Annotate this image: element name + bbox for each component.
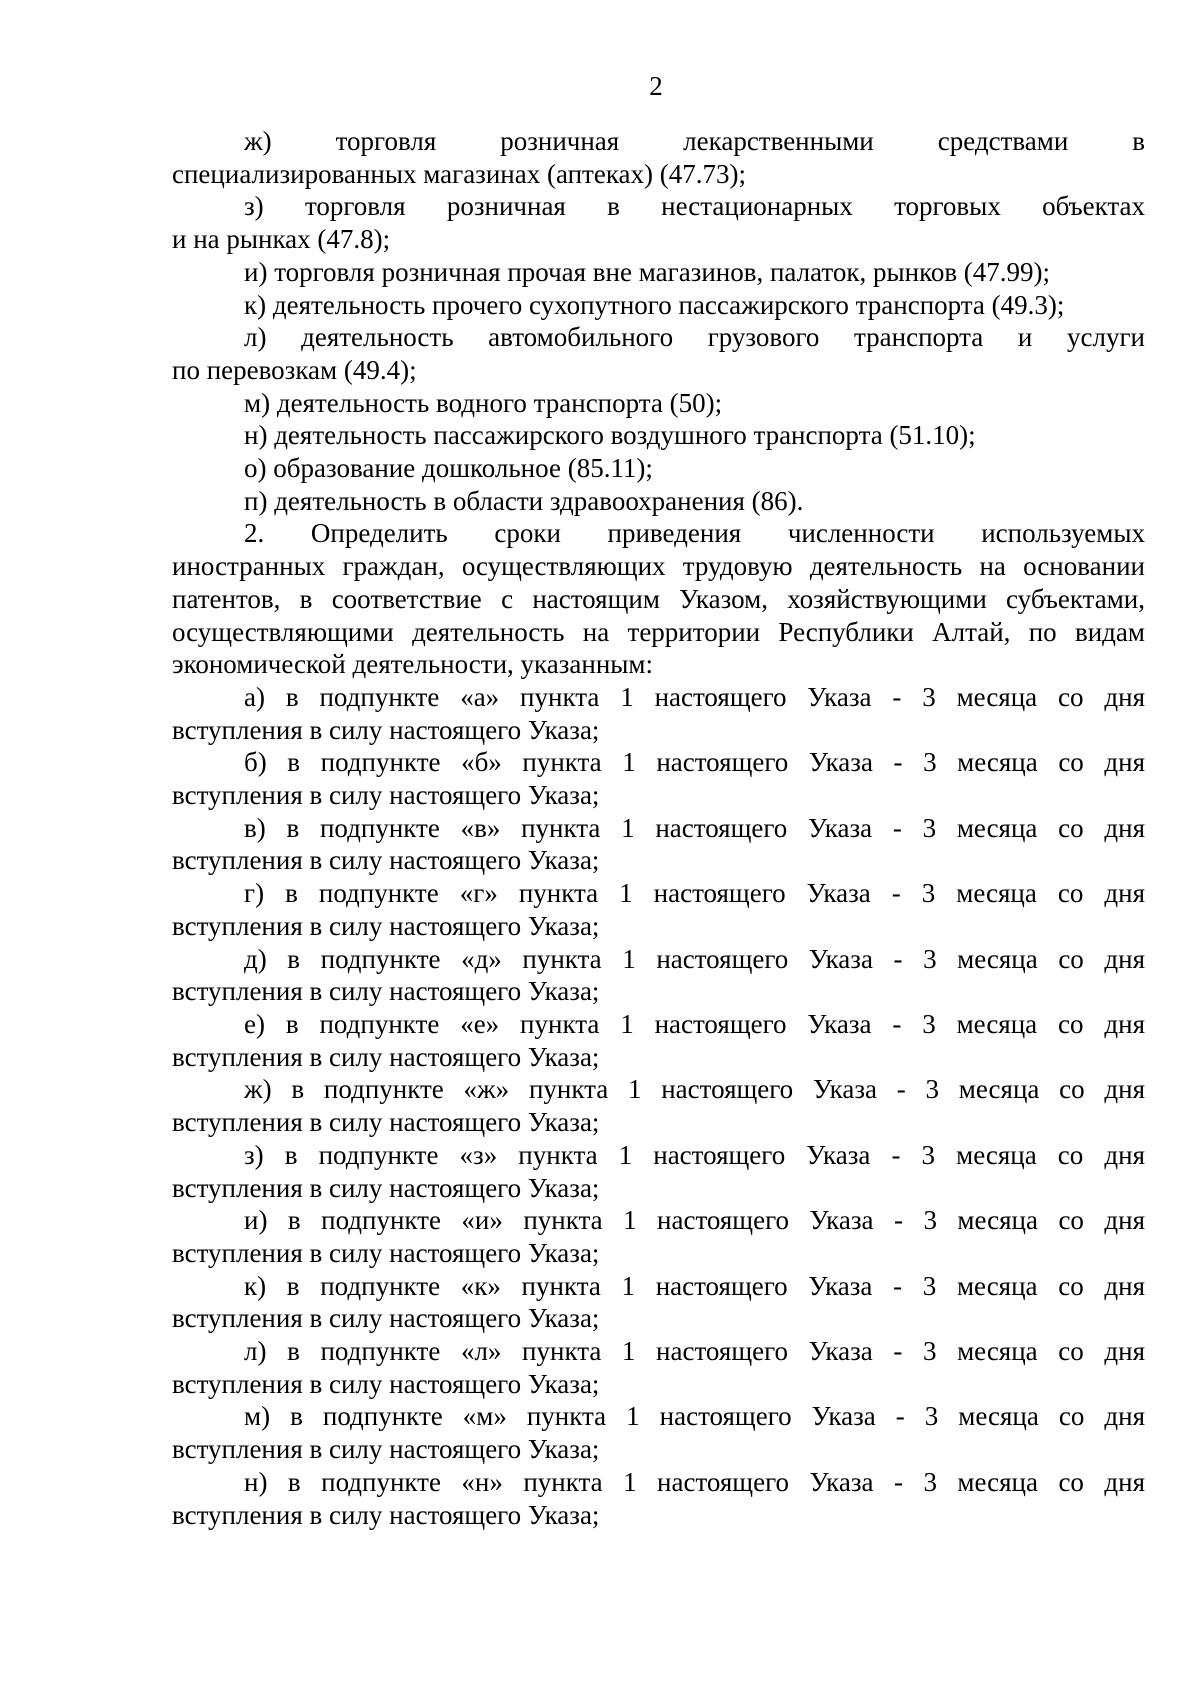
paragraph-line: ж) торговля розничная лекарственными средствами в <box>244 126 1145 156</box>
paragraph-line: л) деятельность автомобильного грузового транспорта и услуги <box>244 322 1145 353</box>
paragraph <box>172 943 1145 1008</box>
paragraph <box>172 321 1145 386</box>
paragraph-line: б) в подпункте «б» пункта 1 настоящего Указа - 3 месяца со дня <box>244 747 1145 778</box>
paragraph <box>172 452 1145 485</box>
paragraph-line: и) торговля розничная прочая вне магазинов, палаток, рынков (47.99); <box>244 256 1051 287</box>
paragraph-line: по перевозкам (49.4); <box>172 354 417 385</box>
page-number: 2 <box>649 71 663 101</box>
paragraph-line: иностранных граждан, осуществляющих трудовую деятельность на основании <box>172 551 1145 582</box>
paragraph-line: патентов, в соответствие с настоящим Указом, хозяйствующими субъектами, <box>172 583 1145 614</box>
paragraph-line: вступления в силу настоящего Указа; <box>172 1303 600 1334</box>
paragraph <box>172 190 1145 255</box>
paragraph <box>172 1335 1145 1400</box>
paragraph-line: вступления в силу настоящего Указа; <box>172 845 600 876</box>
paragraph-line: ж) в подпункте «ж» пункта 1 настоящего Указа - 3 месяца со дня <box>244 1074 1145 1105</box>
paragraph <box>172 517 1145 681</box>
paragraph <box>172 1466 1145 1531</box>
paragraph-line: м) в подпункте «м» пункта 1 настоящего Указа - 3 месяца со дня <box>244 1401 1145 1432</box>
paragraph-line: вступления в силу настоящего Указа; <box>172 910 600 941</box>
paragraph-line: вступления в силу настоящего Указа; <box>172 1107 600 1138</box>
paragraph <box>172 1400 1145 1465</box>
paragraph-line: экономической деятельности, указанным: <box>172 649 654 680</box>
paragraph <box>172 746 1145 811</box>
paragraph-line: вступления в силу настоящего Указа; <box>172 780 600 811</box>
paragraph <box>172 256 1145 289</box>
paragraph <box>172 289 1145 322</box>
paragraph-line: вступления в силу настоящего Указа; <box>172 1041 600 1072</box>
paragraph <box>172 681 1145 746</box>
paragraph <box>172 125 1145 190</box>
paragraph <box>172 485 1145 518</box>
paragraph <box>172 1204 1145 1269</box>
paragraph <box>172 812 1145 877</box>
paragraph-line: в) в подпункте «в» пункта 1 настоящего Указа - 3 месяца со дня <box>244 812 1145 843</box>
paragraph <box>172 1008 1145 1073</box>
paragraph-line: п) деятельность в области здравоохранения (86). <box>244 485 804 516</box>
paragraph-line: вступления в силу настоящего Указа; <box>172 976 600 1007</box>
paragraph-line: н) деятельность пассажирского воздушного транспорта (51.10); <box>244 420 976 451</box>
paragraph-line: вступления в силу настоящего Указа; <box>172 1434 600 1465</box>
paragraph <box>172 387 1145 420</box>
paragraph-line: е) в подпункте «е» пункта 1 настоящего Указа - 3 месяца со дня <box>244 1008 1145 1039</box>
paragraph-line: м) деятельность водного транспорта (50); <box>244 387 723 418</box>
paragraph <box>172 1139 1145 1204</box>
paragraph-line: к) в подпункте «к» пункта 1 настоящего Указа - 3 месяца со дня <box>244 1270 1145 1301</box>
paragraph-line: вступления в силу настоящего Указа; <box>172 1368 600 1399</box>
paragraph <box>172 1073 1145 1138</box>
paragraph-line: и) в подпункте «и» пункта 1 настоящего Указа - 3 месяца со дня <box>244 1205 1145 1236</box>
paragraph-line: вступления в силу настоящего Указа; <box>172 1237 600 1268</box>
paragraph-line: з) в подпункте «з» пункта 1 настоящего Указа - 3 месяца со дня <box>244 1139 1145 1170</box>
paragraph-line: к) деятельность прочего сухопутного пассажирского транспорта (49.3); <box>244 289 1065 320</box>
paragraph-line: вступления в силу настоящего Указа; <box>172 1172 600 1203</box>
paragraph-line: специализированных магазинах (аптеках) (47.73); <box>172 158 747 189</box>
paragraph-line: д) в подпункте «д» пункта 1 настоящего Указа - 3 месяца со дня <box>244 943 1145 974</box>
paragraph-line: 2. Определить сроки приведения численности используемых <box>244 518 1145 549</box>
paragraph-line: з) торговля розничная в нестационарных торговых объектах <box>244 191 1145 222</box>
paragraph-line: л) в подпункте «л» пункта 1 настоящего Указа - 3 месяца со дня <box>244 1336 1145 1367</box>
paragraph-line: осуществляющими деятельность на территории Республики Алтай, по видам <box>172 616 1145 647</box>
paragraph-line: н) в подпункте «н» пункта 1 настоящего Указа - 3 месяца со дня <box>244 1466 1145 1497</box>
paragraph <box>172 877 1145 942</box>
paragraph-line: а) в подпункте «а» пункта 1 настоящего Указа - 3 месяца со дня <box>244 681 1145 712</box>
paragraph-line: и на рынках (47.8); <box>172 224 391 255</box>
paragraph-line: вступления в силу настоящего Указа; <box>172 1499 600 1530</box>
paragraph <box>172 419 1145 452</box>
paragraph <box>172 1270 1145 1335</box>
document-body <box>172 125 1145 1531</box>
paragraph-line: вступления в силу настоящего Указа; <box>172 714 600 745</box>
paragraph-line: о) образование дошкольное (85.11); <box>244 453 653 484</box>
paragraph-line: г) в подпункте «г» пункта 1 настоящего Указа - 3 месяца со дня <box>244 878 1145 909</box>
